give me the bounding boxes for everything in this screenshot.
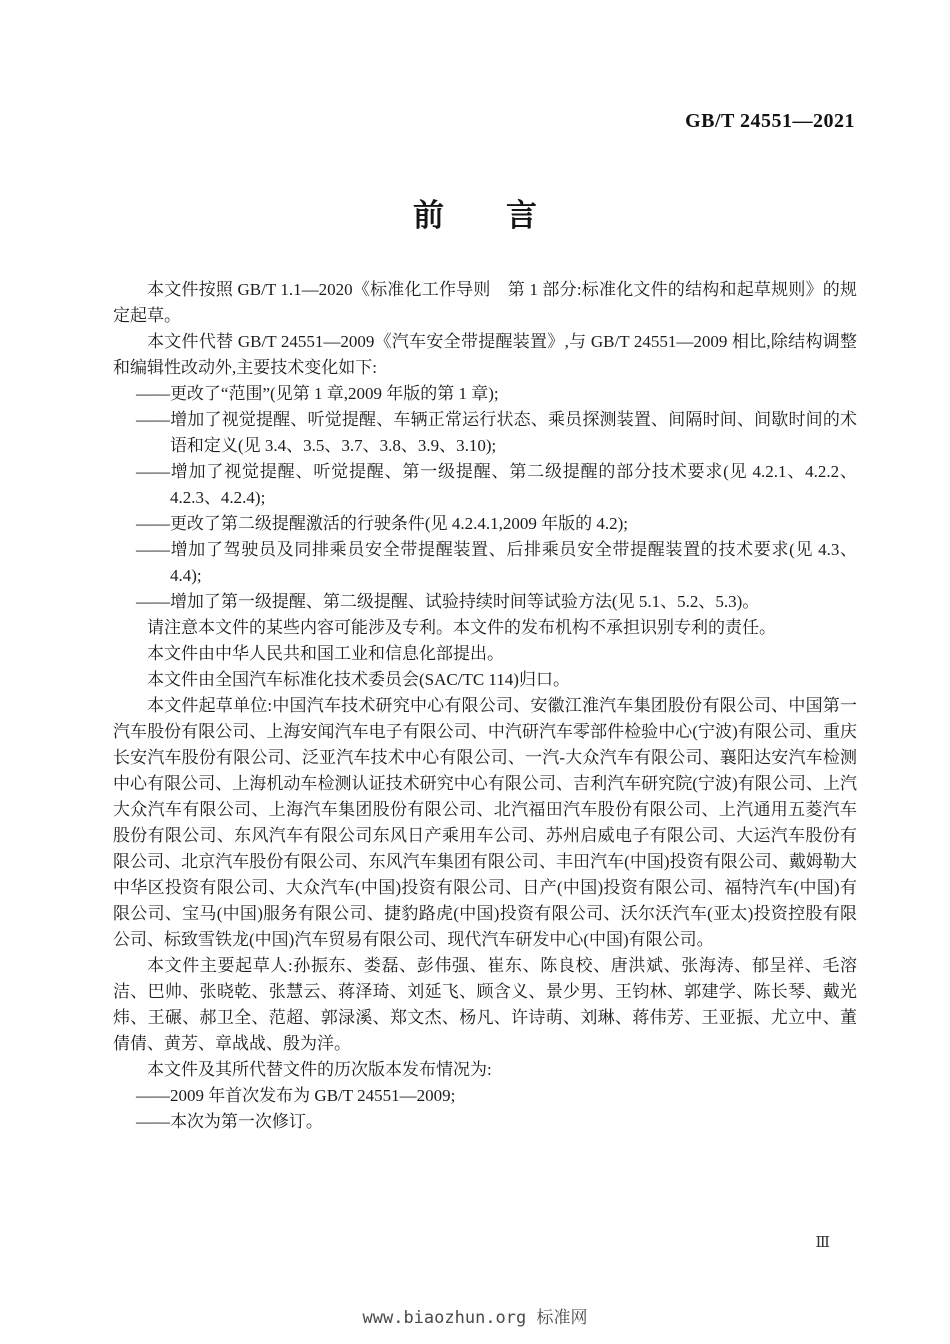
paragraph: 请注意本文件的某些内容可能涉及专利。本文件的发布机构不承担识别专利的责任。 [147,618,776,637]
foreword-body [113,277,857,1135]
dash-list-item: ——增加了视觉提醒、听觉提醒、第一级提醒、第二级提醒的部分技术要求(见 4.2.1、4.2.2、4.2.3、4.2.4); [135,462,857,507]
watermark-text: www.biaozhun.org 标准网 [362,1308,588,1328]
dash-list-item: ——增加了驾驶员及同排乘员安全带提醒装置、后排乘员安全带提醒装置的技术要求(见 4.3、4.4); [135,540,857,585]
paragraph: 本文件由全国汽车标准化技术委员会(SAC/TC 114)归口。 [147,670,570,689]
dash-list-item: ——增加了视觉提醒、听觉提醒、车辆正常运行状态、乘员探测装置、间隔时间、间歇时间的术语和定义(见 3.4、3.5、3.7、3.8、3.9、3.10); [135,410,857,455]
dash-list-item: ——2009 年首次发布为 GB/T 24551—2009; [135,1086,456,1105]
paragraph: 本文件主要起草人:孙振东、娄磊、彭伟强、崔东、陈良校、唐洪斌、张海涛、郁呈祥、毛溶洁、巴帅、张晓乾、张慧云、蒋泽琦、刘延飞、顾含义、景少男、王钧林、郭建学、陈长琴、戴光炜、王碾、郝卫全、范超、郭渌溪、郑文杰、杨凡、许诗萌、刘琳、蒋伟芳、王亚振、尤立中、董倩倩、黄芳、章战战、殷为洋。 [113,956,857,1053]
page-number: Ⅲ [815,1235,830,1251]
paragraph: 本文件及其所代替文件的历次版本发布情况为: [147,1060,492,1079]
paragraph: 本文件由中华人民共和国工业和信息化部提出。 [147,644,504,663]
dash-list-item: ——增加了第一级提醒、第二级提醒、试验持续时间等试验方法(见 5.1、5.2、5.3)。 [135,592,760,611]
dash-list-item: ——更改了“范围”(见第 1 章,2009 年版的第 1 章); [135,384,499,403]
paragraph: 本文件代替 GB/T 24551—2009《汽车安全带提醒装置》,与 GB/T 24551—2009 相比,除结构调整和编辑性改动外,主要技术变化如下: [113,332,857,377]
paragraph: 本文件按照 GB/T 1.1—2020《标准化工作导则 第 1 部分:标准化文件的结构和起草规则》的规定起草。 [113,280,857,325]
page-title: 前 言 [413,198,537,233]
paragraph: 本文件起草单位:中国汽车技术研究中心有限公司、安徽江淮汽车集团股份有限公司、中国第一汽车股份有限公司、上海安闻汽车电子有限公司、中汽研汽车零部件检验中心(宁波)有限公司、重庆长安汽车股份有限公司、泛亚汽车技术中心有限公司、一汽-大众汽车有限公司、襄阳达安汽车检测中心有限公司、上海机动车检测认证技术研究中心有限公司、吉利汽车研究院(宁波)有限公司、上汽大众汽车有限公司、上海汽车集团股份有限公司、北汽福田汽车股份有限公司、上汽通用五菱汽车股份有限公司、东风汽车有限公司东风日产乘用车公司、苏州启威电子有限公司、大运汽车股份有限公司、北京汽车股份有限公司、东风汽车集团有限公司、丰田汽车(中国)投资有限公司、戴姆勒大中华区投资有限公司、大众汽车(中国)投资有限公司、日产(中国)投资有限公司、福特汽车(中国)有限公司、宝马(中国)服务有限公司、捷豹路虎(中国)投资有限公司、沃尔沃汽车(亚太)投资控股有限公司、标致雪铁龙(中国)汽车贸易有限公司、现代汽车研发中心(中国)有限公司。 [113,696,857,949]
standard-code-header: GB/T 24551—2021 [685,110,855,132]
dash-list-item: ——更改了第二级提醒激活的行驶条件(见 4.2.4.1,2009 年版的 4.2); [135,514,628,533]
dash-list-item: ——本次为第一次修订。 [135,1112,323,1131]
